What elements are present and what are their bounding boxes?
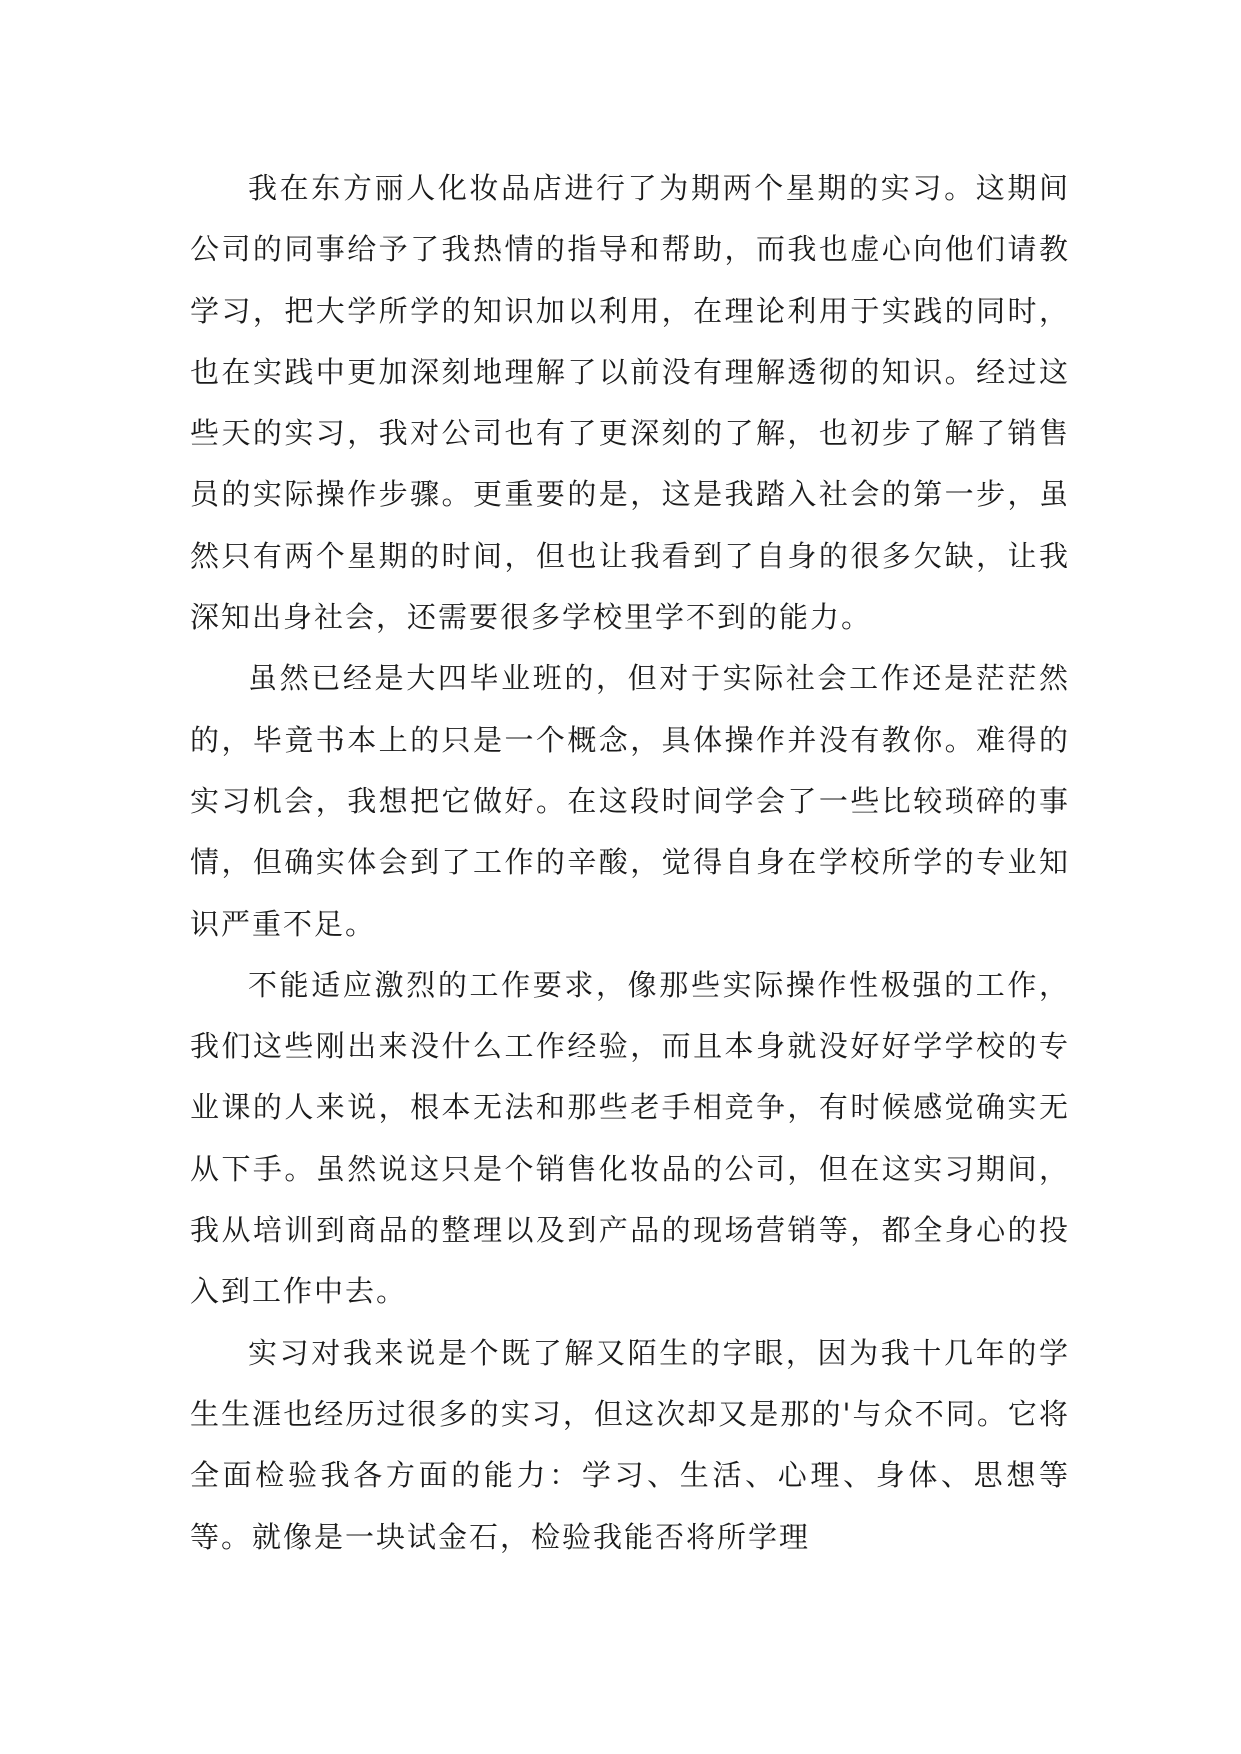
paragraph-3: 不能适应激烈的工作要求，像那些实际操作性极强的工作，我们这些刚出来没什么工作经验，而且本身就没好好学学校的专业课的人来说，根本无法和那些老手相竞争，有时候感觉确实无从下手。虽然说这只是个销售化妆品的公司，但在这实习期间，我从培训到商品的整理以及到产品的现场营销等，都全身心的投入到工作中去。 [190, 967, 1070, 1309]
document-body [190, 158, 1070, 1568]
paragraph-1: 我在东方丽人化妆品店进行了为期两个星期的实习。这期间公司的同事给予了我热情的指导和帮助，而我也虚心向他们请教学习，把大学所学的知识加以利用，在理论利用于实践的同时，也在实践中更加深刻地理解了以前没有理解透彻的知识。经过这些天的实习，我对公司也有了更深刻的了解，也初步了解了销售员的实际操作步骤。更重要的是，这是我踏入社会的第一步，虽然只有两个星期的时间，但也让我看到了自身的很多欠缺，让我深知出身社会，还需要很多学校里学不到的能力。 [190, 171, 1070, 635]
paragraph-2: 虽然已经是大四毕业班的，但对于实际社会工作还是茫茫然的，毕竟书本上的只是一个概念，具体操作并没有教你。难得的实习机会，我想把它做好。在这段时间学会了一些比较琐碎的事情，但确实体会到了工作的辛酸，觉得自身在学校所学的专业知识严重不足。 [190, 661, 1070, 941]
paragraph-4: 实习对我来说是个既了解又陌生的字眼，因为我十几年的学生生涯也经历过很多的实习，但这次却又是那的'与众不同。它将全面检验我各方面的能力：学习、生活、心理、身体、思想等等。就像是一块试金石，检验我能否将所学理 [190, 1335, 1070, 1554]
